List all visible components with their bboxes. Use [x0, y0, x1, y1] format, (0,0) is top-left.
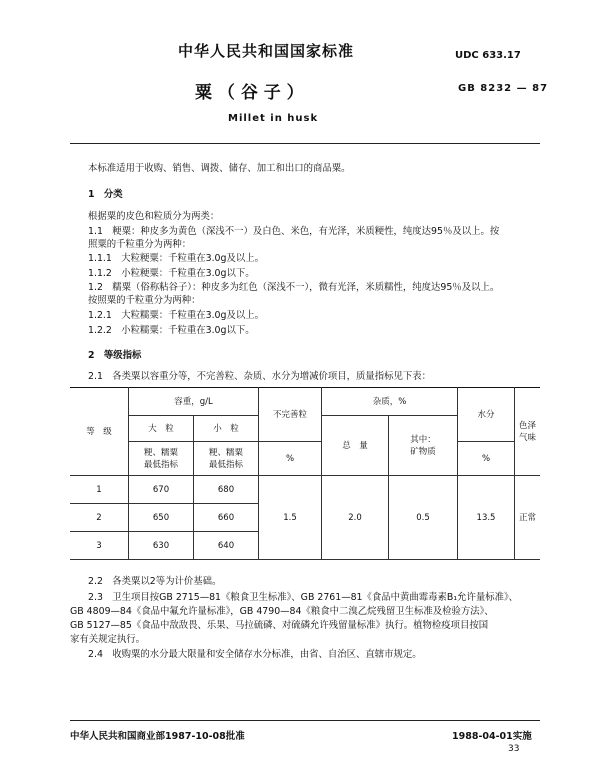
clause-2-3-line4: 家有关规定执行。	[70, 634, 146, 645]
document-title: 粟 （ 谷 子 ）	[195, 83, 304, 103]
imperfect-value: 1.5	[259, 476, 322, 560]
clause-2-1: 2.1 各类粟以容重分等，不完善粒、杂质、水分为增减价项目，质量指标见下表：	[88, 371, 432, 382]
grade-cell: 1	[70, 476, 129, 504]
impurity-total-value: 2.0	[322, 476, 389, 560]
standard-org-title: 中华人民共和国国家标准	[178, 42, 355, 60]
clause-2-4: 2.4 收购粟的水分最大限量和安全储存水分标准，由省、自治区、直辖市规定。	[88, 649, 422, 660]
large-density-cell: 650	[129, 504, 194, 532]
clause-2-2: 2.2 各类粟以2等为计价基础。	[88, 576, 222, 587]
quality-index-table	[70, 387, 540, 560]
section-1-intro: 根据粟的皮色和粒质分为两类：	[88, 211, 220, 222]
clause-1-2-1: 1.2.1 大粒糯粟：千粒重在3.0g及以上。	[88, 310, 264, 321]
intro-paragraph: 本标准适用于收购、销售、调拨、储存、加工和出口的商品粟。	[88, 163, 351, 174]
th-color-smell: 色泽气味	[515, 388, 541, 476]
clause-2-3-line3: GB 5127—85《食品中敌敌畏、乐果、马拉硫磷、对硫磷允许残留量标准》执行。植物检疫项目按国	[70, 620, 489, 631]
th-small-min: 最低指标	[208, 459, 243, 470]
th-density: 容重，g/L	[129, 388, 259, 416]
clause-2-3-line1: 2.3 卫生项目按GB 2715—81《粮食卫生标准》、GB 2761—81《食品中黄曲霉毒素B₁允许量标准》、	[88, 592, 519, 603]
section-2-title: 2 等级指标	[88, 350, 142, 361]
grade-cell: 3	[70, 532, 129, 560]
th-large: 大 粒	[129, 416, 194, 442]
th-small-sub	[194, 442, 259, 476]
header-divider	[70, 143, 540, 144]
th-large-min: 最低指标	[143, 459, 178, 470]
th-imperfect: 不完善粒	[259, 388, 322, 442]
th-mineral-line2: 矿物质	[410, 446, 436, 457]
effective-date: 1988-04-01实施	[452, 731, 532, 742]
th-grade: 等 级	[70, 388, 129, 476]
clause-1-1-line2: 照粟的千粒重分为两种：	[88, 239, 192, 250]
th-impurity: 杂质，%	[322, 388, 458, 416]
small-density-cell: 660	[194, 504, 259, 532]
th-mineral	[389, 416, 458, 476]
th-imperfect-unit: %	[259, 442, 322, 476]
th-total: 总 量	[322, 416, 389, 476]
th-mineral-line1: 其中：	[410, 434, 436, 445]
mineral-value: 0.5	[389, 476, 458, 560]
clause-2-3-line2: GB 4809—84《食品中氟允许量标准》，GB 4790—84《粮食中二溴乙烷残留卫生标准及检验方法》、	[70, 606, 494, 617]
section-1-title: 1 分类	[88, 189, 123, 200]
clause-1-2-line2: 按照粟的千粒重分为两种：	[88, 295, 201, 306]
th-large-sub	[129, 442, 194, 476]
th-large-type: 粳、糯粟	[143, 447, 178, 458]
page-number: 33	[508, 744, 520, 754]
gb-code: GB 8232 — 87	[458, 83, 549, 94]
footer-divider	[70, 720, 540, 721]
th-moisture-unit: %	[458, 442, 515, 476]
th-small: 小 粒	[194, 416, 259, 442]
clause-1-2-2: 1.2.2 小粒糯粟：千粒重在3.0g以下。	[88, 325, 255, 336]
moisture-value: 13.5	[458, 476, 515, 560]
large-density-cell: 670	[129, 476, 194, 504]
large-density-cell: 630	[129, 532, 194, 560]
clause-1-1-line1: 1.1 粳粟：种皮多为黄色（深浅不一）及白色、米色，有光泽，米质粳性，纯度达95％及以上。按	[88, 226, 500, 237]
approval-date: 中华人民共和国商业部1987-10-08批准	[70, 731, 245, 742]
color-smell-value: 正常	[515, 476, 541, 560]
th-small-type: 粳、糯粟	[208, 447, 243, 458]
english-title: Millet in husk	[228, 113, 319, 124]
udc-code: UDC 633.17	[455, 50, 521, 61]
clause-1-2-line1: 1.2 糯粟（俗称粘谷子）：种皮多为红色（深浅不一），微有光泽，米质糯性，纯度达95％及以上。	[88, 282, 500, 293]
clause-1-1-1: 1.1.1 大粒粳粟：千粒重在3.0g及以上。	[88, 253, 264, 264]
clause-1-1-2: 1.1.2 小粒粳粟：千粒重在3.0g以下。	[88, 268, 255, 279]
grade-cell: 2	[70, 504, 129, 532]
small-density-cell: 680	[194, 476, 259, 504]
th-moisture: 水分	[458, 388, 515, 442]
small-density-cell: 640	[194, 532, 259, 560]
